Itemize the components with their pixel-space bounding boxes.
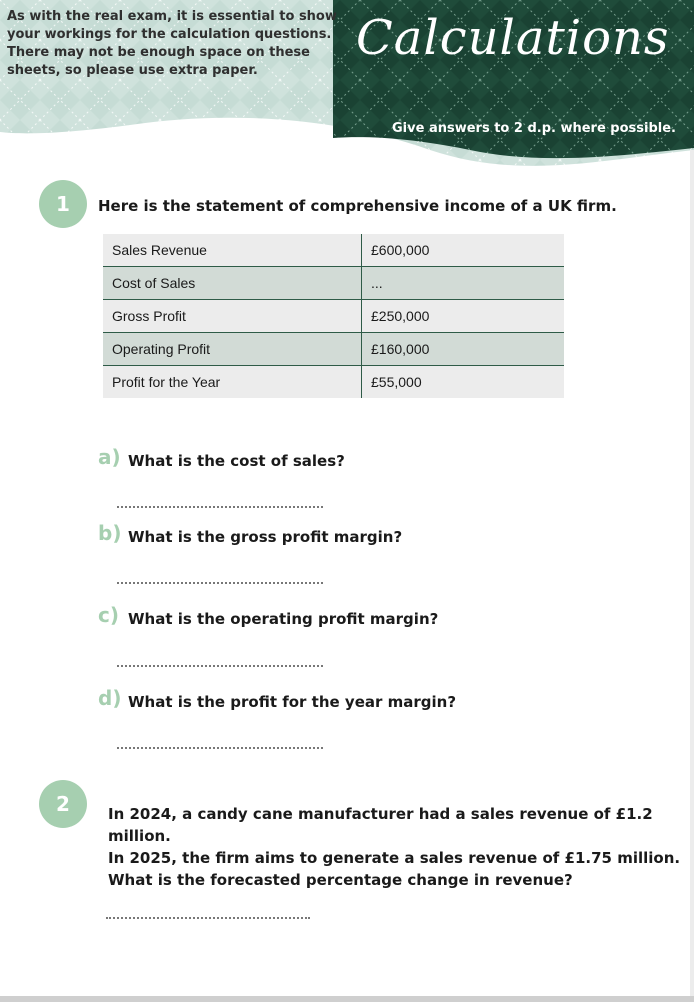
table-row [103,333,564,366]
part-b-question: What is the gross profit margin? [128,528,403,546]
row-label: Gross Profit [103,300,362,333]
row-label: Cost of Sales [103,267,362,300]
question-2-line: What is the forecasted percentage change in revenue? [108,871,573,889]
part-b-letter: b) [98,521,122,545]
income-statement-table [103,234,564,398]
page-bottom-edge [0,996,694,1002]
part-a-letter: a) [98,445,121,469]
instructions-text: As with the real exam, it is essential to show your workings for the calculation questions. There may not be enough space on these sheets, so please use extra paper. [7,9,337,78]
part-d-letter: d) [98,686,122,710]
question-2-line: In 2025, the firm aims to generate a sales revenue of £1.75 million. [108,849,681,867]
part-a-answer-line[interactable] [117,506,323,508]
page-edge [690,150,694,996]
table-row [103,366,564,399]
question-2-badge: 2 [39,780,87,828]
part-d-question: What is the profit for the year margin? [128,693,457,711]
row-label: Profit for the Year [103,366,362,399]
page-title: Calculations [356,10,670,66]
table-row [103,267,564,300]
part-a-question: What is the cost of sales? [128,452,345,470]
part-c-letter: c) [98,603,119,627]
table-row [103,300,564,333]
row-value: £600,000 [362,234,565,267]
part-d-answer-line[interactable] [117,747,323,749]
part-c-question: What is the operating profit margin? [128,610,439,628]
row-value: ... [362,267,565,300]
question-2-answer-line[interactable] [106,917,310,919]
table-row [103,234,564,267]
question-1-badge: 1 [39,180,87,228]
row-value: £160,000 [362,333,565,366]
part-b-answer-line[interactable] [117,582,323,584]
question-2-line: In 2024, a candy cane manufacturer had a sales revenue of £1.2 million. [108,805,653,845]
row-value: £250,000 [362,300,565,333]
row-label: Operating Profit [103,333,362,366]
question-1-text: Here is the statement of comprehensive income of a UK firm. [98,197,617,215]
row-value: £55,000 [362,366,565,399]
question-2-text [108,803,692,891]
row-label: Sales Revenue [103,234,362,267]
part-c-answer-line[interactable] [117,665,323,667]
page-subtitle: Give answers to 2 d.p. where possible. [392,121,676,136]
